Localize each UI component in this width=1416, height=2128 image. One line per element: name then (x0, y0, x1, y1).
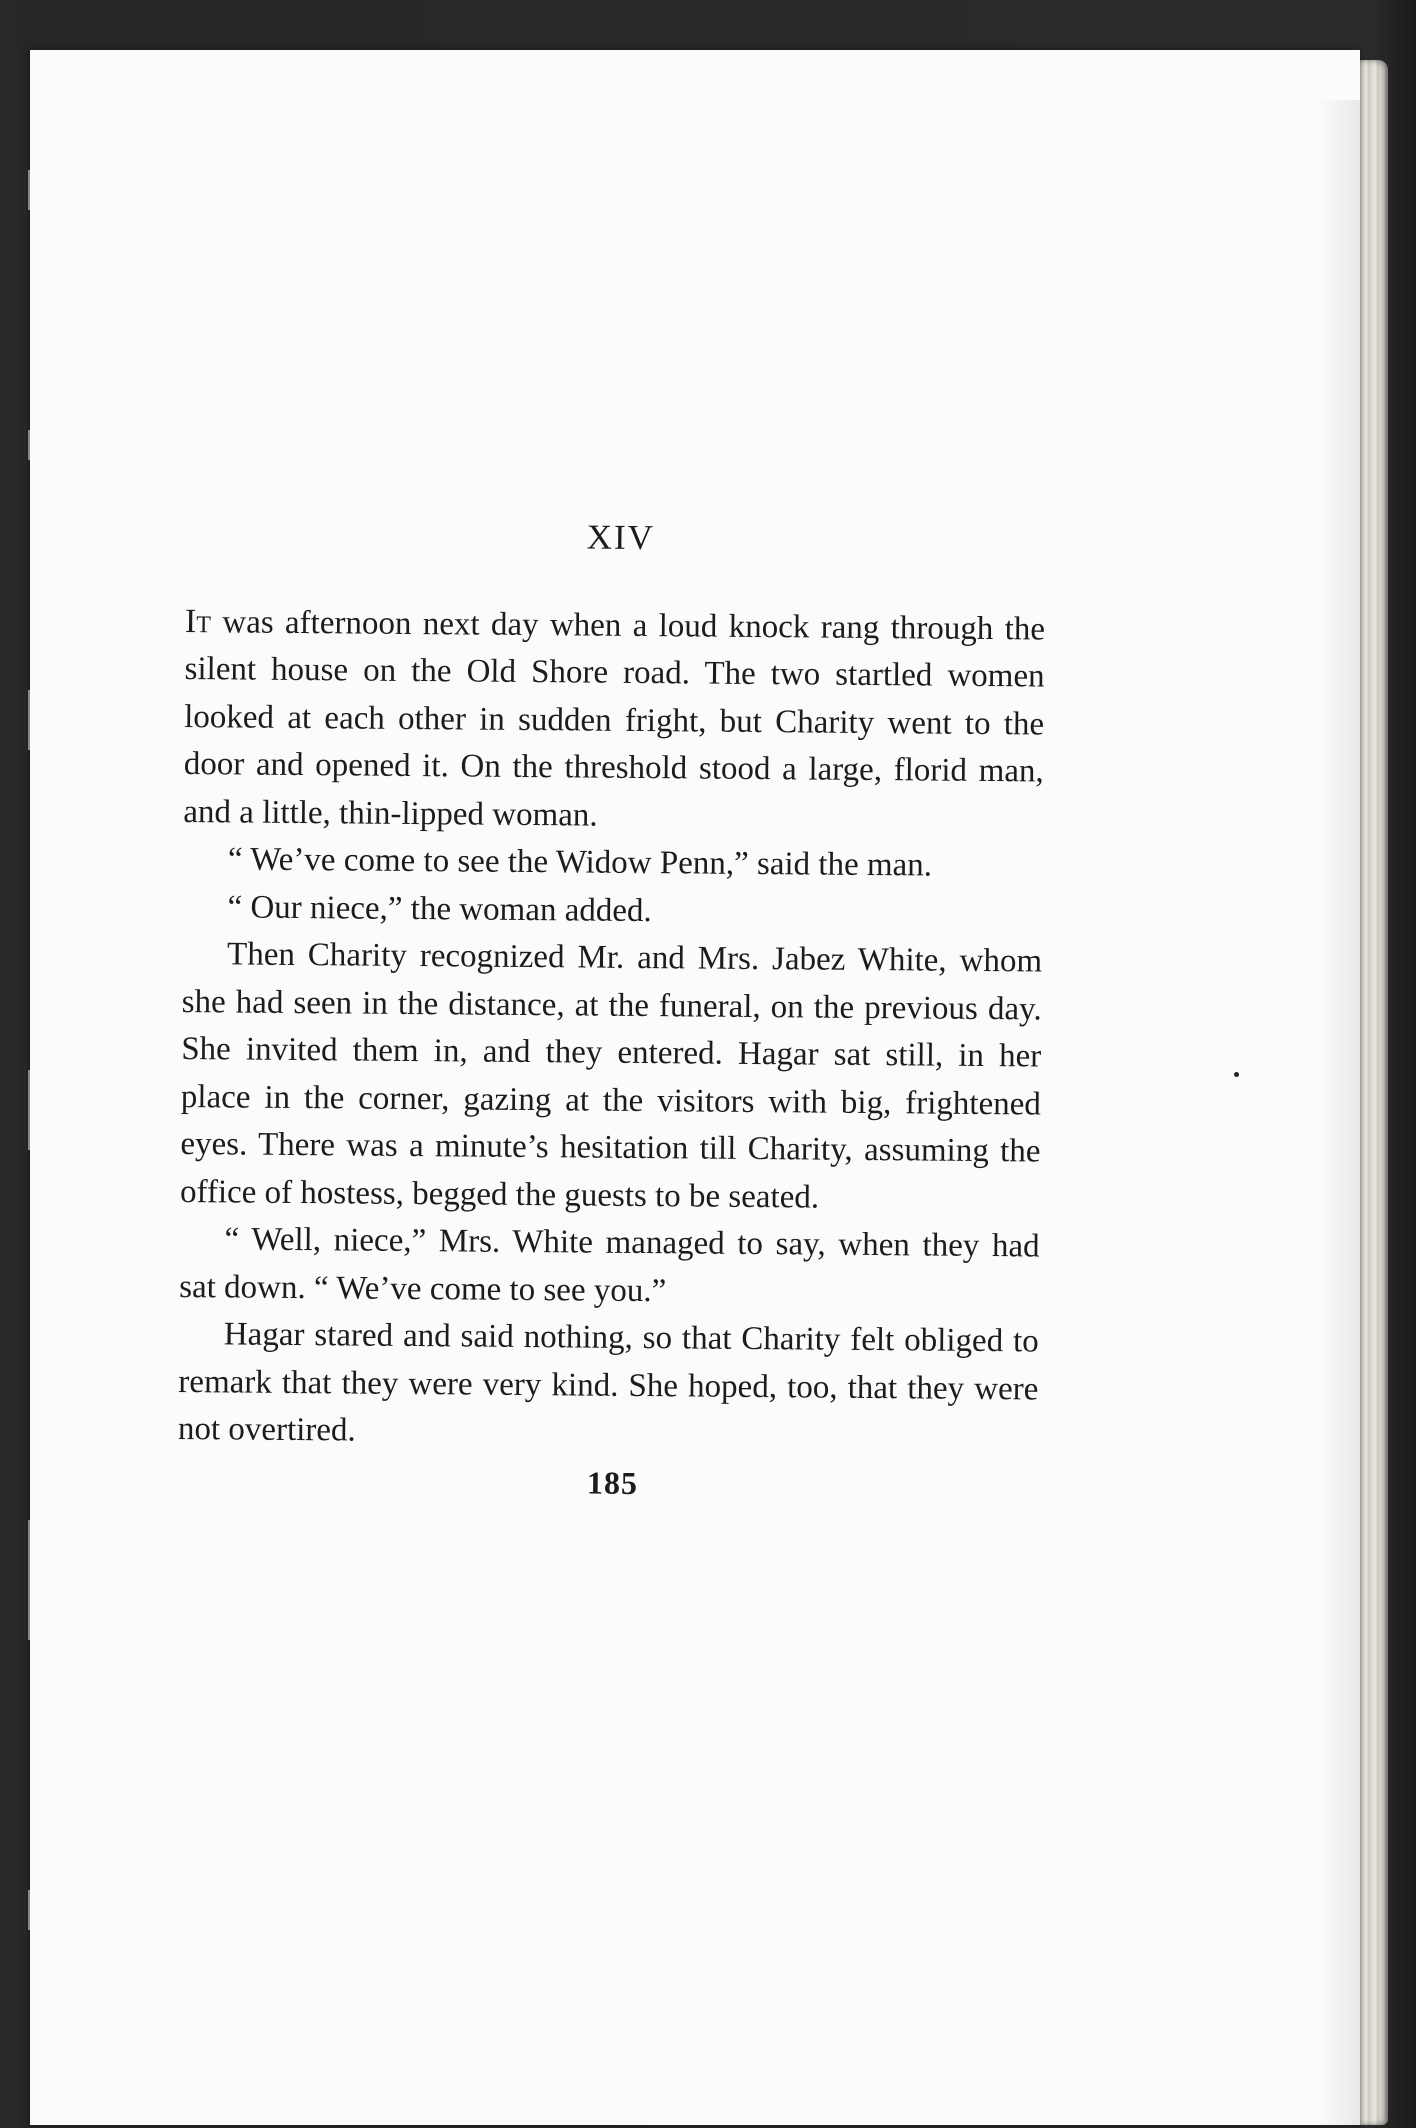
paragraph: Then Charity recognized Mr. and Mrs. Jabez White, whom she had seen in the distance, at the funeral, on the previous day. She invited them in, and they entered. Hagar sat still, in her place in the corner, gazing at the visitors with big, frightened eyes. There was a minute’s hesitation till Charity, assuming the office of hostess, begged the guests to be seated. (179, 936, 1043, 1216)
chapter-heading: XIV (586, 517, 656, 558)
paragraph: “ Our niece,” the woman added. (227, 888, 652, 929)
page-number: 185 (586, 1464, 639, 1501)
paragraph: Hagar stared and said nothing, so that Charity felt obliged to remark that they were very kind. She hoped, too, that they were not overtired. (177, 1316, 1039, 1449)
lead-word: It (184, 602, 212, 640)
page-text (177, 510, 1046, 1510)
binding-marks (28, 170, 34, 2020)
paragraph-text: was afternoon next day when a loud knock rang through the silent house on the Old Shore road. The two startled women looked at each other in sudden fright, but Charity went to the door and opened it. On the threshold stood a large, florid man, and a little, thin-lipped woman. (183, 603, 1046, 834)
paragraph (183, 597, 1045, 843)
paragraph: “ Well, niece,” Mrs. White managed to say, when they had sat down. “ We’ve come to see you.” (179, 1221, 1040, 1309)
page-shadow (1320, 100, 1360, 2128)
paragraph: “ We’ve come to see the Widow Penn,” said the man. (227, 841, 933, 884)
stray-mark (1234, 1072, 1239, 1077)
